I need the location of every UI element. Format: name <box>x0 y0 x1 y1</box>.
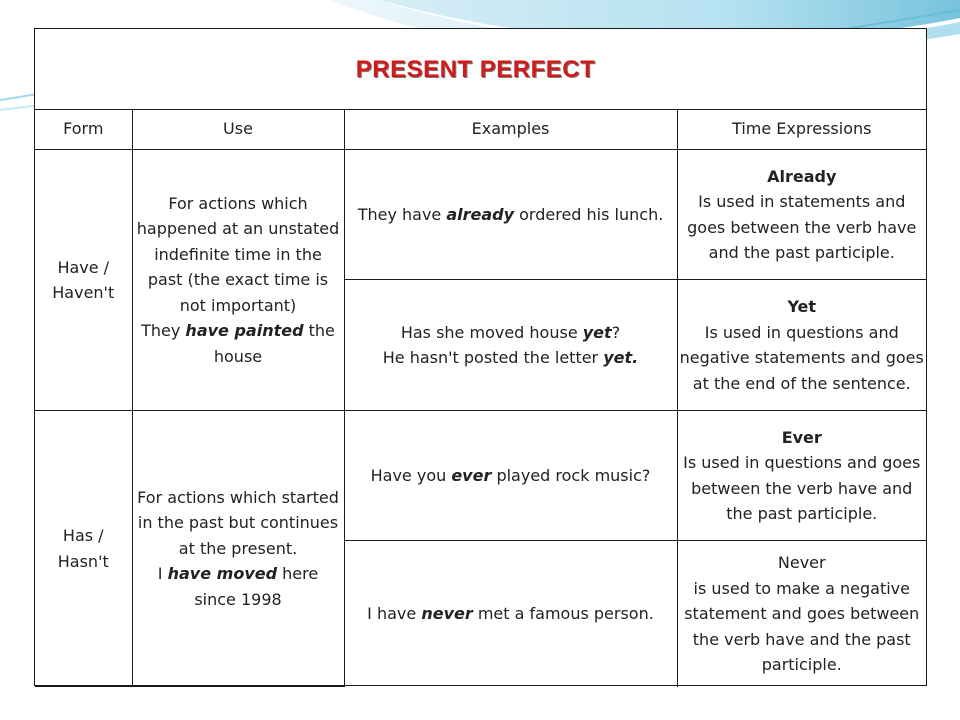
table-row <box>35 411 926 541</box>
time-expression-description: Is used in statements and goes between the verb have and the past participle. <box>687 192 917 262</box>
use-example-before: They <box>141 321 186 341</box>
example-before: They have <box>357 204 447 224</box>
time-expression-description: Is used in questions and goes between the verb have and the past participle. <box>683 453 921 523</box>
form-line: Have / <box>57 257 110 277</box>
form-line: Haven't <box>52 283 115 302</box>
example-cell <box>344 280 677 411</box>
time-expression-cell <box>677 541 926 687</box>
form-line: Has / <box>62 526 104 545</box>
table-row <box>35 150 926 280</box>
use-description: For actions which happened at an unstated indefinite time in the past (the exact time is not important) <box>136 193 340 315</box>
example-before: He hasn't posted the letter <box>382 348 604 367</box>
use-example-after: the house <box>213 321 335 366</box>
example-cell <box>344 411 677 541</box>
header-examples: Examples <box>344 109 677 150</box>
time-expression-cell <box>677 411 926 541</box>
example-emph: never <box>421 604 473 623</box>
example-cell <box>344 150 677 280</box>
time-expression-cell <box>677 150 926 280</box>
form-cell <box>35 150 132 411</box>
grammar-table <box>35 109 926 687</box>
time-expression-term: Never <box>777 553 826 572</box>
present-perfect-chart <box>34 28 927 686</box>
example-before: I have <box>367 604 422 623</box>
use-example-after: here since 1998 <box>194 564 319 609</box>
example-after: met a famous person. <box>472 604 654 623</box>
use-description: For actions which started in the past but continues at the present. <box>137 487 339 558</box>
header-use: Use <box>132 109 344 150</box>
example-emph: yet <box>582 322 612 342</box>
example-emph: ever <box>451 465 492 485</box>
use-example-emph: have painted <box>185 321 304 341</box>
header-time-expressions: Time Expressions <box>677 109 926 150</box>
example-before: Have you <box>370 465 452 485</box>
form-cell <box>35 411 132 687</box>
example-after: played rock music? <box>491 465 651 485</box>
use-cell <box>132 411 344 687</box>
time-expression-term: Yet <box>787 297 817 316</box>
example-emph: already <box>446 204 515 224</box>
example-cell <box>344 541 677 687</box>
time-expression-term: Already <box>767 166 837 186</box>
time-expression-description: Is used in questions and negative statements and goes at the end of the sentence. <box>679 322 924 393</box>
use-example-before: I <box>157 564 168 584</box>
use-example-emph: have moved <box>167 564 278 584</box>
title-row <box>35 29 926 110</box>
example-after: ? <box>611 322 621 342</box>
time-expression-term: Ever <box>781 427 822 447</box>
header-form: Form <box>35 109 132 150</box>
use-cell <box>132 150 344 411</box>
example-after: ordered his lunch. <box>514 204 664 224</box>
form-line: Hasn't <box>57 551 109 571</box>
time-expression-cell <box>677 280 926 411</box>
example-emph: yet. <box>603 348 639 367</box>
page-title: PRESENT PERFECT <box>355 56 596 83</box>
time-expression-description: is used to make a negative statement and goes between the verb have and the past participle. <box>684 578 920 674</box>
example-before: Has she moved house <box>400 322 583 342</box>
header-row <box>35 109 926 150</box>
